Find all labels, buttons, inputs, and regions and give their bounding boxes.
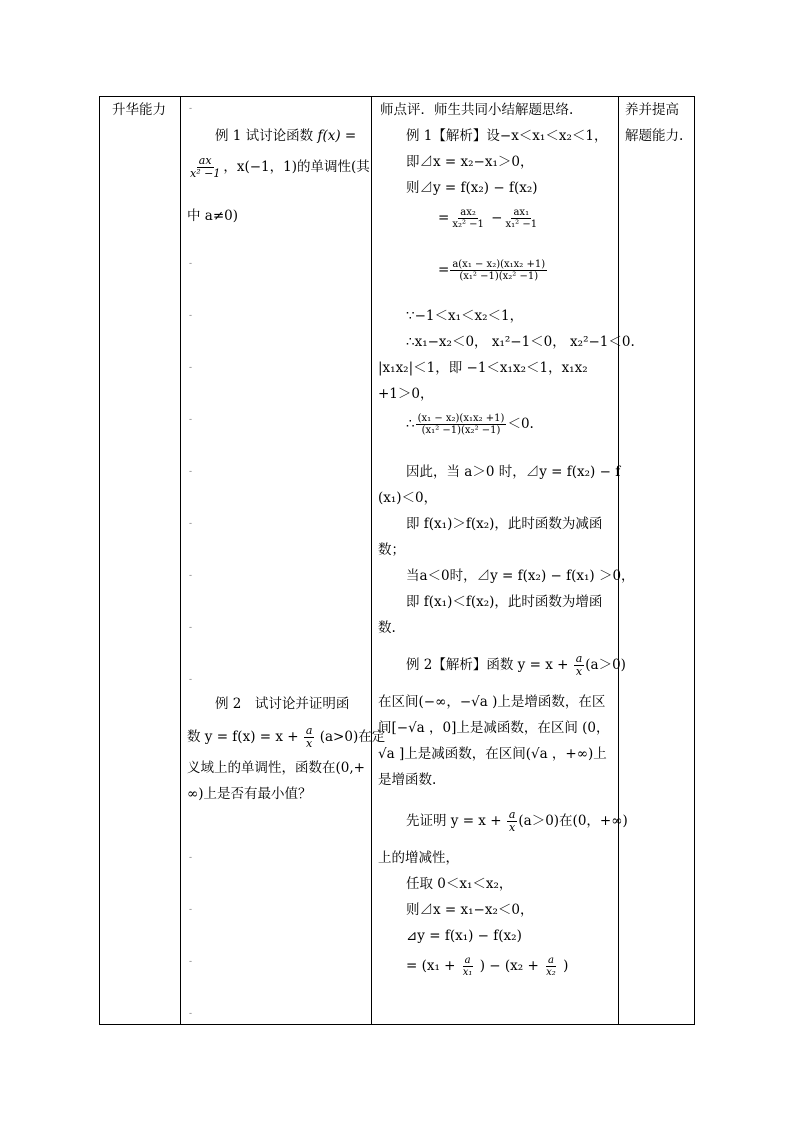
example2-fraction: $\frac{a}{x}$ — [305, 724, 313, 750]
solution-column — [372, 97, 635, 1024]
example2-line1: 例 2 试讨论并证明函 — [215, 696, 350, 712]
solution-line: 间[−√a ，0]上是减函数，在区间 (0， — [378, 720, 610, 736]
paragraph-mark: - — [189, 104, 193, 114]
solution-line: ∵−1＜x₁＜x₂＜1， — [406, 308, 524, 324]
paragraph-mark: - — [189, 571, 193, 581]
example1-line2: $\frac{ax}{\text{x² −1}}$ ，x(−1，1)的单调性(其 — [190, 154, 370, 180]
paragraph-mark: - — [189, 957, 193, 967]
lesson-table — [99, 96, 695, 1025]
solution-line: 数. — [378, 620, 396, 636]
stage-label: 升华能力 — [112, 102, 166, 118]
solution-line: 当a＜0时，⊿y = f(x₂) − f(x₁) ＞0， — [406, 568, 635, 584]
problem-column — [181, 97, 386, 1024]
paragraph-mark: - — [189, 467, 193, 477]
solution-line: 则⊿x = x₁−x₂＜0， — [406, 902, 534, 918]
paragraph-mark: - — [189, 675, 193, 685]
example1-line1: 例 1 试讨论函数 f(x) = — [215, 128, 357, 144]
formula-line: = (x₁ + $\frac{a}{\text{x₁}}$ ) − (x₂ + $\frac{a}{\text{x₂}}$ ) — [406, 955, 569, 978]
solution-line: 在区间(−∞，−√a )上是增函数，在区 — [378, 694, 606, 710]
solution-line: 则⊿y = f(x₂) − f(x₂) — [406, 180, 538, 196]
goal-line: 养并提高 — [625, 102, 679, 118]
goal-column — [619, 97, 696, 1024]
fraction: $\frac{\text{ax₁}}{\text{x₁² −1}}$ — [505, 207, 538, 230]
paragraph-mark: - — [189, 519, 193, 529]
fraction: $\frac{a}{\text{x₂}}$ — [546, 955, 556, 978]
solution-line: 即 f(x₁)＞f(x₂)，此时函数为减函 — [406, 516, 603, 532]
paragraph-mark: - — [189, 311, 193, 321]
example1-line3: 中 a≠0) — [187, 208, 239, 224]
formula-line: = $\frac{\text{a(x₁ − x₂)(x₁x₂ +1)}}{\text{(x₁² −1)(x₂² −1)}}$ — [438, 259, 546, 282]
fraction: $\frac{\text{ax₂}}{\text{x₂² −1}}$ — [452, 207, 484, 230]
example1-fraction: $\frac{ax}{\text{x² −1}}$ — [190, 154, 221, 180]
solution-line: 上的增减性， — [378, 850, 459, 866]
solution-line: 先证明 y = x + $\frac{a}{x}$ (a＞0)在(0，+∞) — [406, 808, 628, 834]
paragraph-mark: - — [189, 259, 193, 269]
solution-line: +1＞0， — [378, 386, 434, 402]
fraction: $\frac{a}{\text{x₁}}$ — [462, 955, 473, 978]
fraction: $\frac{a}{x}$ — [508, 808, 516, 834]
fraction: $\frac{a}{x}$ — [575, 652, 583, 678]
solution-line: 例 1【解析】设−x＜x₁＜x₂＜1， — [406, 128, 608, 144]
fraction: $\frac{\text{a(x₁ − x₂)(x₁x₂ +1)}}{\text{(x₁² −1)(x₂² −1)}}$ — [452, 259, 546, 282]
paragraph-mark: - — [189, 853, 193, 863]
paragraph-mark: - — [189, 623, 193, 633]
example2-line4: ∞)上是否有最小值？ — [187, 786, 312, 802]
stage-column — [100, 97, 180, 1024]
paragraph-mark: - — [189, 363, 193, 373]
solution-line: 例 2【解析】函数 y = x + $\frac{a}{x}$ (a＞0) — [406, 652, 626, 678]
solution-line: 数； — [378, 542, 405, 558]
solution-line: ∴x₁−x₂＜0， x₁²−1＜0， x₂²−1＜0. — [406, 334, 635, 350]
solution-line: (x₁)＜0， — [378, 490, 438, 506]
solution-line: √a ]上是减函数，在区间(√a ，+∞)上 — [378, 746, 607, 762]
solution-line: 任取 0＜x₁＜x₂， — [406, 876, 513, 892]
solution-line: 因此，当 a＞0 时，⊿y = f(x₂) − f — [406, 464, 621, 480]
example2-line3: 义域上的单调性，函数在(0,+ — [187, 760, 365, 776]
paragraph-mark: - — [189, 415, 193, 425]
comment-line: 师点评．师生共同小结解题思络. — [380, 102, 574, 118]
paragraph-mark: - — [189, 1009, 193, 1019]
solution-line: 是增函数. — [378, 772, 437, 788]
formula-line: ∴ $\frac{\text{(x₁ − x₂)(x₁x₂ +1)}}{\text{(x₁² −1)(x₂² −1)}}$ ＜0. — [406, 413, 534, 436]
goal-line: 解题能力. — [625, 128, 684, 144]
solution-line: ⊿y = f(x₁) − f(x₂) — [406, 928, 522, 944]
example2-line2: 数 y = f(x) = x + $\frac{a}{x}$ (a>0)在定 — [187, 724, 386, 750]
solution-line: 即⊿x = x₂−x₁＞0， — [406, 154, 534, 170]
paragraph-mark: - — [189, 905, 193, 915]
solution-line: |x₁x₂|＜1，即 −1＜x₁x₂＜1，x₁x₂ — [378, 360, 588, 376]
solution-line: 即 f(x₁)＜f(x₂)，此时函数为增函 — [406, 594, 603, 610]
fraction: $\frac{\text{(x₁ − x₂)(x₁x₂ +1)}}{\text{(x₁² −1)(x₂² −1)}}$ — [417, 413, 505, 436]
formula-line: = $\frac{\text{ax₂}}{\text{x₂² −1}}$ − $\frac{\text{ax₁}}{\text{x₁² −1}}$ — [438, 207, 538, 230]
